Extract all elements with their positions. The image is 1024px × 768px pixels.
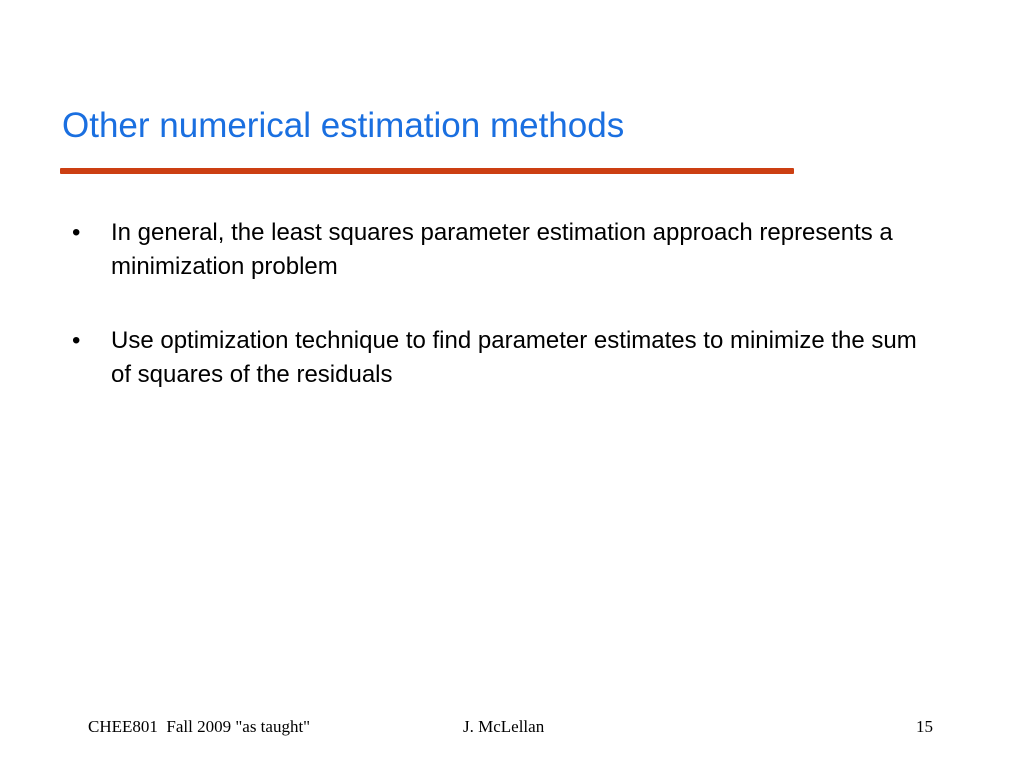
footer-course: CHEE801 Fall 2009 "as taught": [88, 717, 311, 736]
bullet-text: In general, the least squares parameter estimation approach represents a minimization problem: [111, 219, 893, 280]
bullet-list: [72, 216, 932, 432]
bullet-item: [72, 324, 932, 392]
page-number: 15: [916, 717, 933, 736]
bullet-text: Use optimization technique to find parameter estimates to minimize the sum of squares of the residuals: [111, 327, 917, 388]
slide-title: Other numerical estimation methods: [62, 106, 625, 145]
bullet-dot-icon: •: [72, 327, 81, 354]
bullet-dot-icon: •: [72, 219, 81, 246]
bullet-item: [72, 216, 932, 284]
title-underline-rule: [60, 168, 794, 174]
footer-author: J. McLellan: [463, 717, 545, 736]
